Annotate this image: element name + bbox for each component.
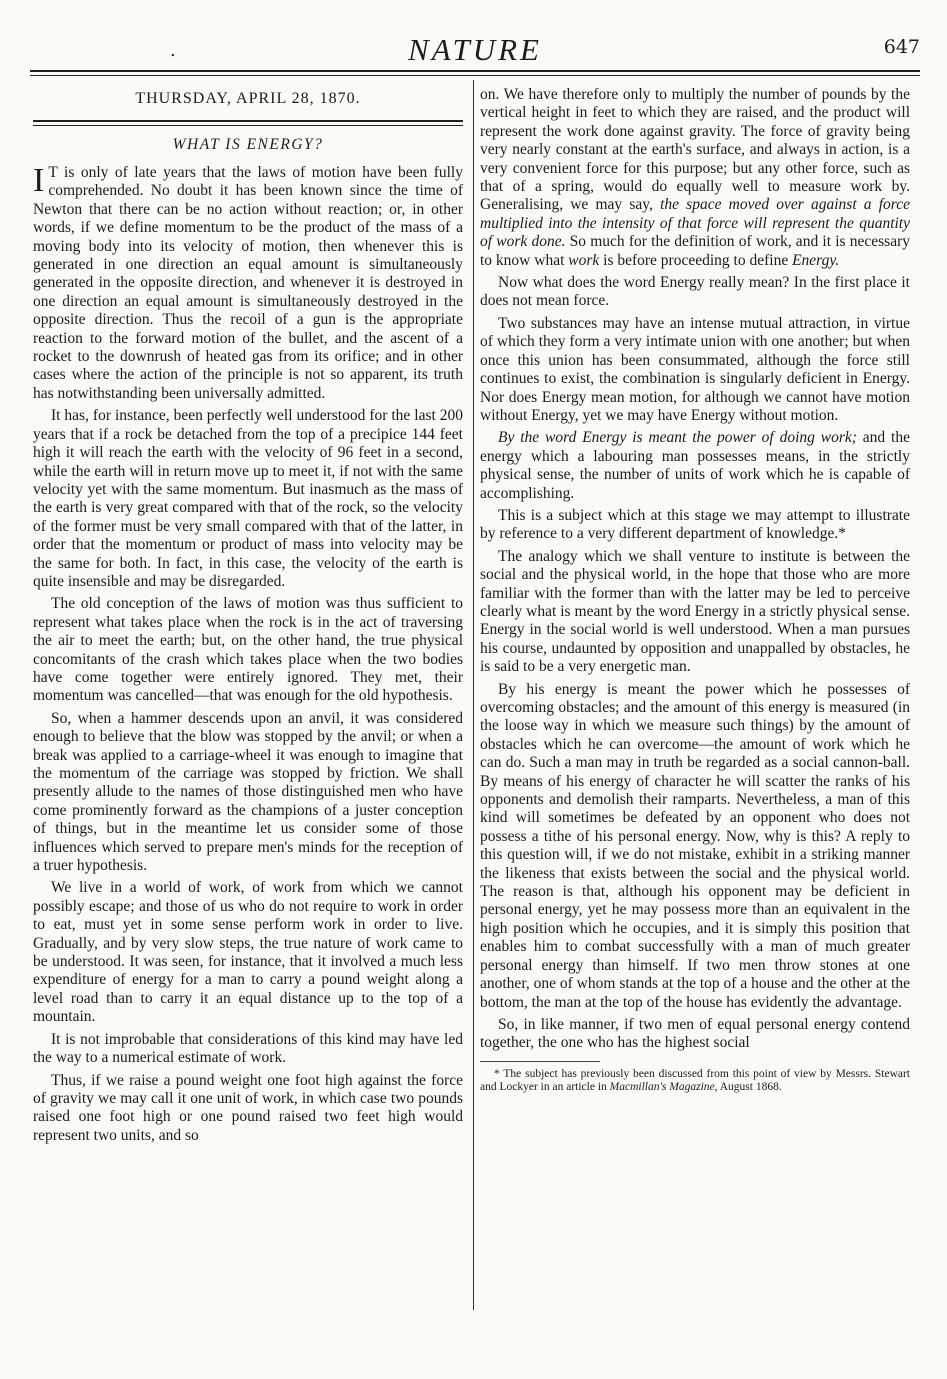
header-dot: . xyxy=(170,40,176,61)
paragraph-11: By the word Energy is meant the power of doing work; and the energy which a labouring man possesses means, in the strictly physical sense, the number of units of work which he is capable of accomplishing. xyxy=(480,429,910,502)
header-rule xyxy=(30,70,920,72)
left-column xyxy=(33,86,463,1145)
header-rule-thin xyxy=(30,75,920,76)
right-column xyxy=(480,86,910,1094)
article-title: WHAT IS ENERGY? xyxy=(172,136,324,153)
paragraph-10: Two substances may have an intense mutual attraction, in virtue of which they form a very intimate union with one another; but when once this union has been consummated, although the force still continues to exist, the combination is singularly deficient in Energy. Nor does Energy mean motion, for although we cannot have motion without Energy, yet we may have Energy without motion. xyxy=(480,314,910,424)
date-rule-thin xyxy=(33,125,463,126)
date-rule xyxy=(33,120,463,122)
paragraph-5: We live in a world of work, of work from which we cannot possibly escape; and those of us who do not require to work in order to eat, must yet in some sense perform work in order to live. Gradually, and by very slow steps, the true nature of work came to be understood. It was seen, for instance, that it involved a much less expenditure of energy for a man to carry a pound weight along a level road than to carry it an equal distance up to the top of a mountain. xyxy=(33,879,463,1026)
paragraph-6: It is not improbable that considerations of this kind may have led the way to a numerical estimate of work. xyxy=(33,1030,463,1067)
paragraph-9: Now what does the word Energy really mean? In the first place it does not mean force. xyxy=(480,274,910,310)
paragraph-1: I T is only of late years that the laws of motion have been fully comprehended. No doubt it has been known since the time of Newton that there can be no action without reaction; or, in other words, if we define momentum to be the product of the mass of a moving body into its velocity of motion, then whenever this is generated in one direction an equal amount is simultaneously generated in the opposite direction, and whenever it is destroyed in one direction an equal amount is simultaneously destroyed in the opposite direction. Thus the recoil of a gun is the appropriate reaction to the forward motion of the bullet, and the ascent of a rocket to the downrush of heated gas from its orifice; and in other cases where the action of the principle is not so apparent, its truth has notwithstanding been universally admitted. xyxy=(33,162,463,402)
paragraph-13: The analogy which we shall venture to institute is between the social and the physical world, in the hope that those who are more familiar with the former than with the latter may be led to perceive clearly what is meant by the word Energy in a strictly physical sense. Energy in the social world is well understood. When a man pursues his course, undaunted by opposition and unappalled by obstacles, he is said to be a very energetic man. xyxy=(480,547,910,676)
column-divider xyxy=(473,80,474,1310)
paragraph-8: on. We have therefore only to multiply the number of pounds by the vertical height in feet to which they are raised, and the product will represent the work done against gravity. The force of gravity being very nearly constant at the earth's surface, and always in action, is a very convenient force for this purpose; but any other force, such as that of a spring, would do equally well to measure work by. Generalising, we may say, the space moved over against a force multiplied into the intensity of that force will represent the quantity of work done. So much for the definition of work, and it is necessary to know what work is before proceeding to define Energy. xyxy=(480,86,910,269)
paragraph-15: So, in like manner, if two men of equal personal energy contend together, the one who has the highest social xyxy=(480,1015,910,1052)
paragraph-4: So, when a hammer descends upon an anvil, it was considered enough to believe that the blow was stopped by the anvil; or when a break was applied to a carriage-wheel it was enough to imagine that the momentum of the carriage was stopped by friction. We shall presently allude to the names of those distinguished men who have come prominently forward as the champions of a juster conception of things, but in the meantime let us consider some of those influences which served to prepare men's minds for the reception of a truer hypothesis. xyxy=(33,709,463,875)
footnote-rule xyxy=(480,1061,600,1062)
paragraph-2: It has, for instance, been perfectly well understood for the last 200 years that if a rock be detached from the top of a precipice 144 feet high it will reach the earth with the velocity of 96 feet in a second, while the earth will in return move up to meet it, if not with the same velocity yet with the same momentum. But inasmuch as the mass of the earth is very great compared with that of the rock, so the velocity of the former must be very small compared with that of the latter, in order that the momentum or product of mass into velocity may be the same for both. In fact, in this case, the velocity of the earth is quite insensible and may be disregarded. xyxy=(33,407,463,590)
issue-date: THURSDAY, APRIL 28, 1870. xyxy=(135,90,361,107)
journal-title: NATURE xyxy=(408,32,542,67)
footnote: * The subject has previously been discussed from this point of view by Messrs. Stewart and Lockyer in an article in Macmillan's Magazine, August 1868. xyxy=(480,1067,910,1093)
drop-cap: I xyxy=(33,162,45,199)
paragraph-7: Thus, if we raise a pound weight one foot high against the force of gravity we may call it one unit of work, in which case two pounds raised one foot high or one pound raised two feet high would represent two units, and so xyxy=(33,1071,463,1144)
paragraph-3: The old conception of the laws of motion was thus sufficient to represent what takes place when the rock is in the act of traversing the air to meet the earth; but, on the other hand, the true physical concomitants of the crash which takes place when the two bodies have come together were entirely ignored. They met, their momentum was cancelled—that was enough for the old hypothesis. xyxy=(33,595,463,705)
running-header xyxy=(30,28,920,74)
paragraph-14: By his energy is meant the power which he possesses of overcoming obstacles; and the amount of this energy is measured (in the loose way in which we measure such things) by the amount of obstacles which he can overcome—the amount of work which he can do. Such a man may in truth be regarded as a social cannon-ball. By means of his energy of character he will scatter the ranks of his opponents and demolish their ramparts. Nevertheless, a man of this kind will sometimes be defeated by an opponent who does not possess a tithe of his personal energy. Now, why is this? A reply to this question will, if we do not mistake, exhibit in a striking manner the likeness that exists between the social and the physical world. The reason is that, although his opponent may be deficient in personal energy, yet he may possess more than an equivalent in the high position which he occupies, and it is simply this position that enables him to combat successfully with a man of much greater personal energy than himself. If two men throw stones at one another, one of whom stands at the top of a house and the other at the bottom, the man at the top of the house has evidently the advantage. xyxy=(480,680,910,1011)
page-number: 647 xyxy=(883,36,920,58)
paragraph-12: This is a subject which at this stage we may attempt to illustrate by reference to a very different department of knowledge.* xyxy=(480,506,910,543)
